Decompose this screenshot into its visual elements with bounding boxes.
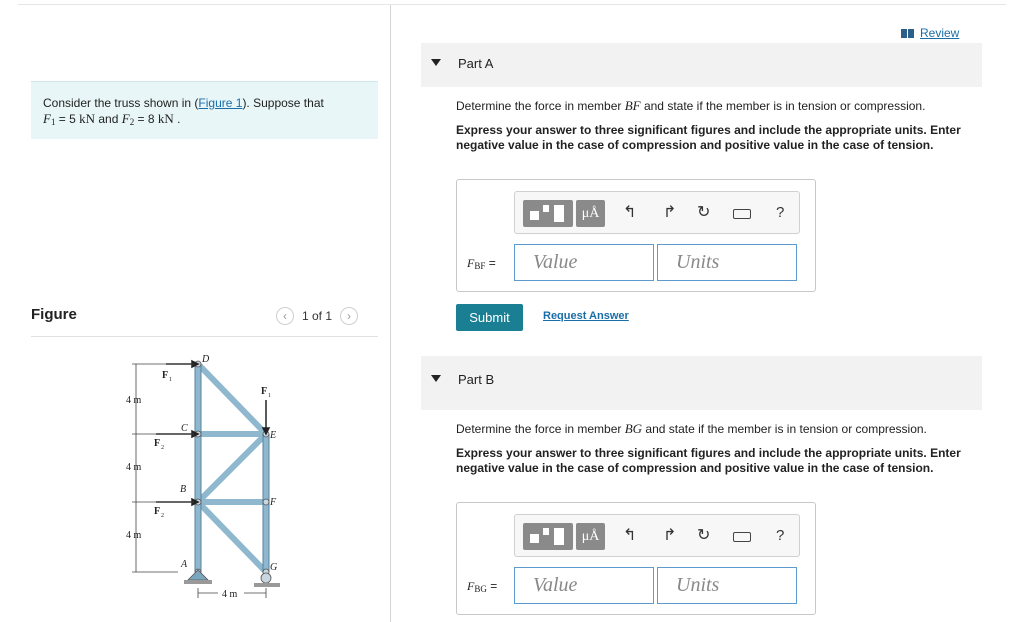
node-label-b: B xyxy=(180,484,187,495)
member-bg: BG xyxy=(624,421,643,436)
node-label-d: D xyxy=(202,354,210,365)
templates-icon[interactable] xyxy=(523,523,573,550)
member-bf: BF xyxy=(624,98,641,113)
and-text: and xyxy=(95,112,122,126)
force-label-mid: F xyxy=(154,438,161,449)
part-a-title: Part A xyxy=(458,56,494,71)
submit-button[interactable]: Submit xyxy=(456,304,523,331)
force-sub-right: 1 xyxy=(268,393,271,399)
undo-icon[interactable]: ↰ xyxy=(623,527,637,544)
truss-members xyxy=(198,364,266,572)
node-label-c: C xyxy=(181,423,188,434)
node-label-f: F xyxy=(270,497,277,508)
pin-support-a xyxy=(188,570,208,580)
ground-a xyxy=(184,580,212,584)
problem-text: ). Suppose that xyxy=(242,96,324,110)
review-label: Review xyxy=(920,26,960,40)
node-label-a: A xyxy=(181,559,188,570)
top-rule xyxy=(18,4,1006,5)
part-b-answer-box xyxy=(456,502,816,615)
f1-equals: = 5 xyxy=(55,112,80,126)
request-answer-link[interactable]: Request Answer xyxy=(543,310,629,322)
force-label-top: F xyxy=(162,370,169,381)
period: . xyxy=(173,112,181,126)
node-label-e: E xyxy=(270,430,277,441)
f2-unit: kN xyxy=(157,111,174,126)
force-sub-top: 1 xyxy=(169,377,172,383)
redo-icon[interactable]: ↱ xyxy=(663,527,677,544)
part-a-header[interactable] xyxy=(421,43,982,87)
column-divider xyxy=(390,5,391,622)
f2-equals: = 8 xyxy=(134,112,158,126)
micro-angstrom-icon[interactable]: μÅ xyxy=(576,523,605,550)
part-b-title: Part B xyxy=(458,372,495,387)
part-b-header[interactable] xyxy=(421,356,982,410)
dim-label-2: 4 m xyxy=(126,462,142,473)
field-label-fbf: $F_{BF}$ = xyxy=(467,256,496,271)
force-label-low: F xyxy=(154,506,161,517)
node-label-g: G xyxy=(270,562,278,573)
math-toolbar xyxy=(514,191,800,234)
figure-rule xyxy=(31,336,378,337)
undo-icon[interactable]: ↰ xyxy=(623,204,637,221)
part-b-instructions: Express your answer to three significant figures and include the appropriate units. Enter negative value in the case of compression and positive value in the case of tension. xyxy=(456,446,961,475)
value-input[interactable]: Value xyxy=(514,244,654,281)
dim-label-3: 4 m xyxy=(126,530,142,541)
figure-pager xyxy=(276,307,358,325)
figure-heading: Figure xyxy=(31,306,77,323)
f1-symbol: $F_1$ xyxy=(43,111,56,127)
f2-symbol: $F_2$ xyxy=(121,111,135,127)
part-a-instructions: Express your answer to three significant figures and include the appropriate units. Enter negative value in the case of compression and positive value in the case of tension. xyxy=(456,123,961,152)
ground-g xyxy=(254,583,280,587)
collapse-triangle-icon xyxy=(431,59,441,66)
dim-label-1: 4 m xyxy=(126,395,142,406)
book-icon xyxy=(901,29,914,38)
problem-intro: Consider the truss shown in ( xyxy=(43,96,199,110)
math-toolbar xyxy=(514,514,800,557)
units-input[interactable]: Units xyxy=(657,567,797,604)
roller-support-g xyxy=(261,573,271,583)
redo-icon[interactable]: ↱ xyxy=(663,204,677,221)
review-link[interactable] xyxy=(901,26,959,40)
force-label-right: F xyxy=(261,386,268,397)
reset-icon[interactable]: ↻ xyxy=(697,204,711,221)
help-icon[interactable]: ? xyxy=(776,204,785,221)
part-a-question: Determine the force in member BF and state if the member is in tension or compression. xyxy=(456,98,926,113)
problem-statement xyxy=(31,81,378,139)
collapse-triangle-icon xyxy=(431,375,441,382)
force-sub-low: 2 xyxy=(161,513,164,519)
truss-figure xyxy=(118,352,288,607)
keyboard-icon[interactable] xyxy=(733,532,751,542)
force-sub-mid: 2 xyxy=(161,445,164,451)
figure-link[interactable]: Figure 1 xyxy=(198,96,243,110)
keyboard-icon[interactable] xyxy=(733,209,751,219)
templates-icon[interactable] xyxy=(523,200,573,227)
prev-figure-button[interactable]: ‹ xyxy=(276,307,294,325)
help-icon[interactable]: ? xyxy=(776,527,785,544)
next-figure-button[interactable]: › xyxy=(340,307,358,325)
field-label-fbg: $F_{BG}$ = xyxy=(467,579,498,594)
reset-icon[interactable]: ↻ xyxy=(697,527,711,544)
micro-angstrom-icon[interactable]: μÅ xyxy=(576,200,605,227)
dim-label-bottom: 4 m xyxy=(222,589,238,600)
units-input[interactable]: Units xyxy=(657,244,797,281)
part-b-question: Determine the force in member BG and state if the member is in tension or compression. xyxy=(456,421,927,436)
part-a-answer-box xyxy=(456,179,816,292)
pager-count: 1 of 1 xyxy=(302,309,333,323)
value-input[interactable]: Value xyxy=(514,567,654,604)
f1-unit: kN xyxy=(79,111,96,126)
